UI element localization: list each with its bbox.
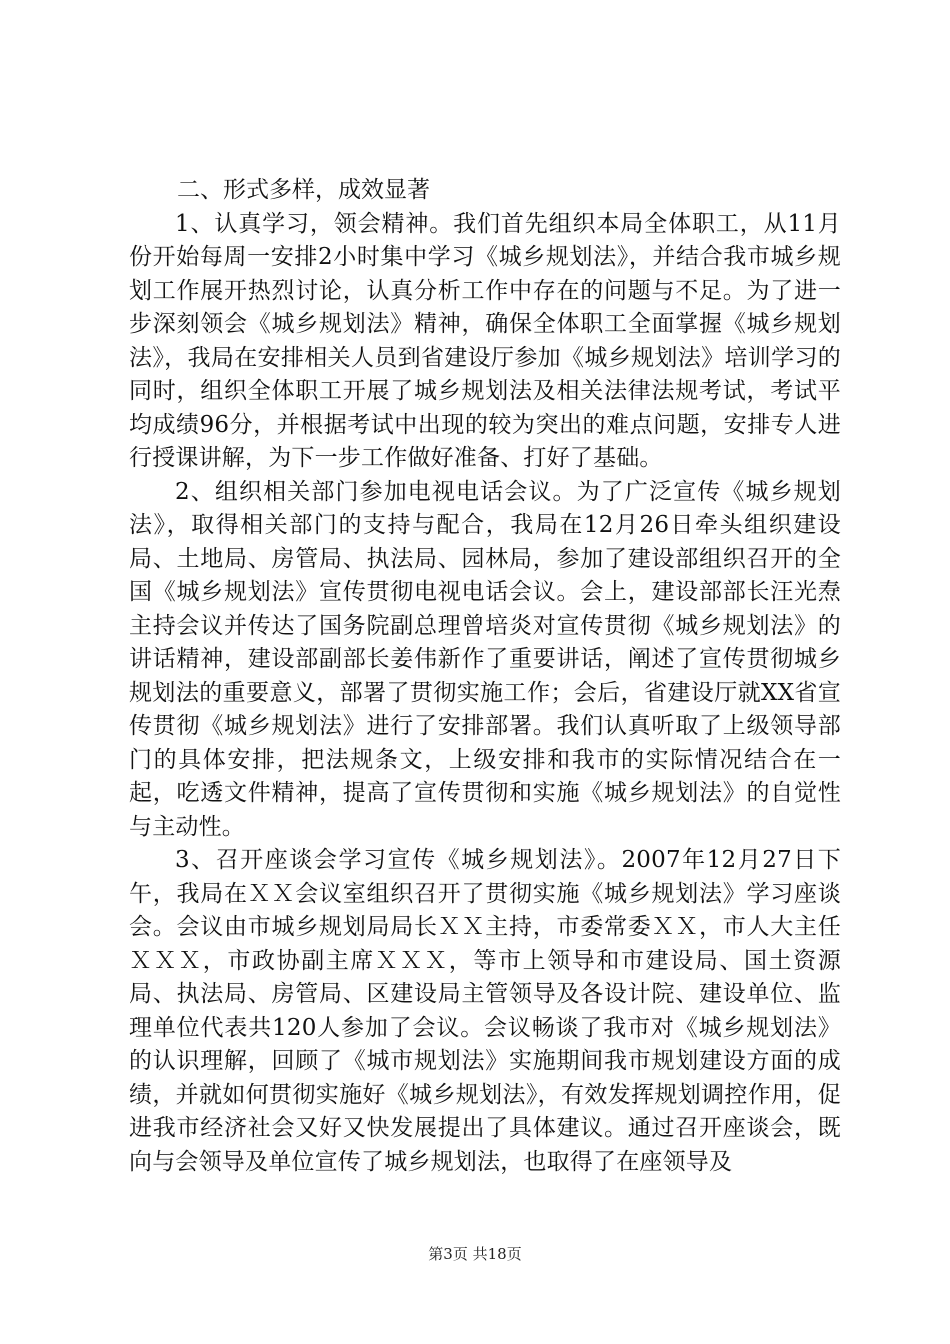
section-heading: 二、形式多样，成效显著 — [177, 177, 430, 203]
paragraph-1: 1、认真学习，领会精神。我们首先组织本局全体职工，从11月份开始每周一安排2小时集中学习《城乡规划法》，并结合我市城乡规划工作展开热烈讨论，认真分析工作中存在的问题与不足。为了进一步深刻领会《城乡规划法》精神，确保全体职工全面掌握《城乡规划法》，我局在安排相关人员到省建设厅参加《城乡规划法》培训学习的同时，组织全体职工开展了城乡规划法及相关法律法规考试，考试平均成绩96分，并根据考试中出现的较为突出的难点问题，安排专人进行授课讲解，为下一步工作做好准备、打好了基础。 — [129, 210, 841, 471]
page-number-footer: 第3页 共18页 — [428, 1245, 522, 1263]
paragraph-2: 2、组织相关部门参加电视电话会议。为了广泛宣传《城乡规划法》，取得相关部门的支持与配合，我局在12月26日牵头组织建设局、土地局、房管局、执法局、园林局，参加了建设部组织召开的全国《城乡规划法》宣传贯彻电视电话会议。会上，建设部部长汪光焘主持会议并传达了国务院副总理曾培炎对宣传贯彻《城乡规划法》的讲话精神，建设部副部长姜伟新作了重要讲话，阐述了宣传贯彻城乡规划法的重要意义，部署了贯彻实施工作；会后，省建设厅就XX省宣传贯彻《城乡规划法》进行了安排部署。我们认真听取了上级领导部门的具体安排，把法规条文，上级安排和我市的实际情况结合在一起，吃透文件精神，提高了宣传贯彻和实施《城乡规划法》的自觉性与主动性。 — [129, 478, 841, 840]
paragraph-3: 3、召开座谈会学习宣传《城乡规划法》。2007年12月27日下午，我局在ＸＸ会议室组织召开了贯彻实施《城乡规划法》学习座谈会。会议由市城乡规划局局长ＸＸ主持，市委常委ＸＸ，市人大主任ＸＸＸ，市政协副主席ＸＸＸ，等市上领导和市建设局、国土资源局、执法局、房管局、区建设局主管领导及各设计院、建设单位、监理单位代表共120人参加了会议。会议畅谈了我市对《城乡规划法》的认识理解，回顾了《城市规划法》实施期间我市规划建设方面的成绩，并就如何贯彻实施好《城乡规划法》，有效发挥规划调控作用，促进我市经济社会又好又快发展提出了具体建议。通过召开座谈会，既向与会领导及单位宣传了城乡规划法，也取得了在座领导及 — [129, 847, 841, 1175]
document-body — [129, 174, 841, 1179]
